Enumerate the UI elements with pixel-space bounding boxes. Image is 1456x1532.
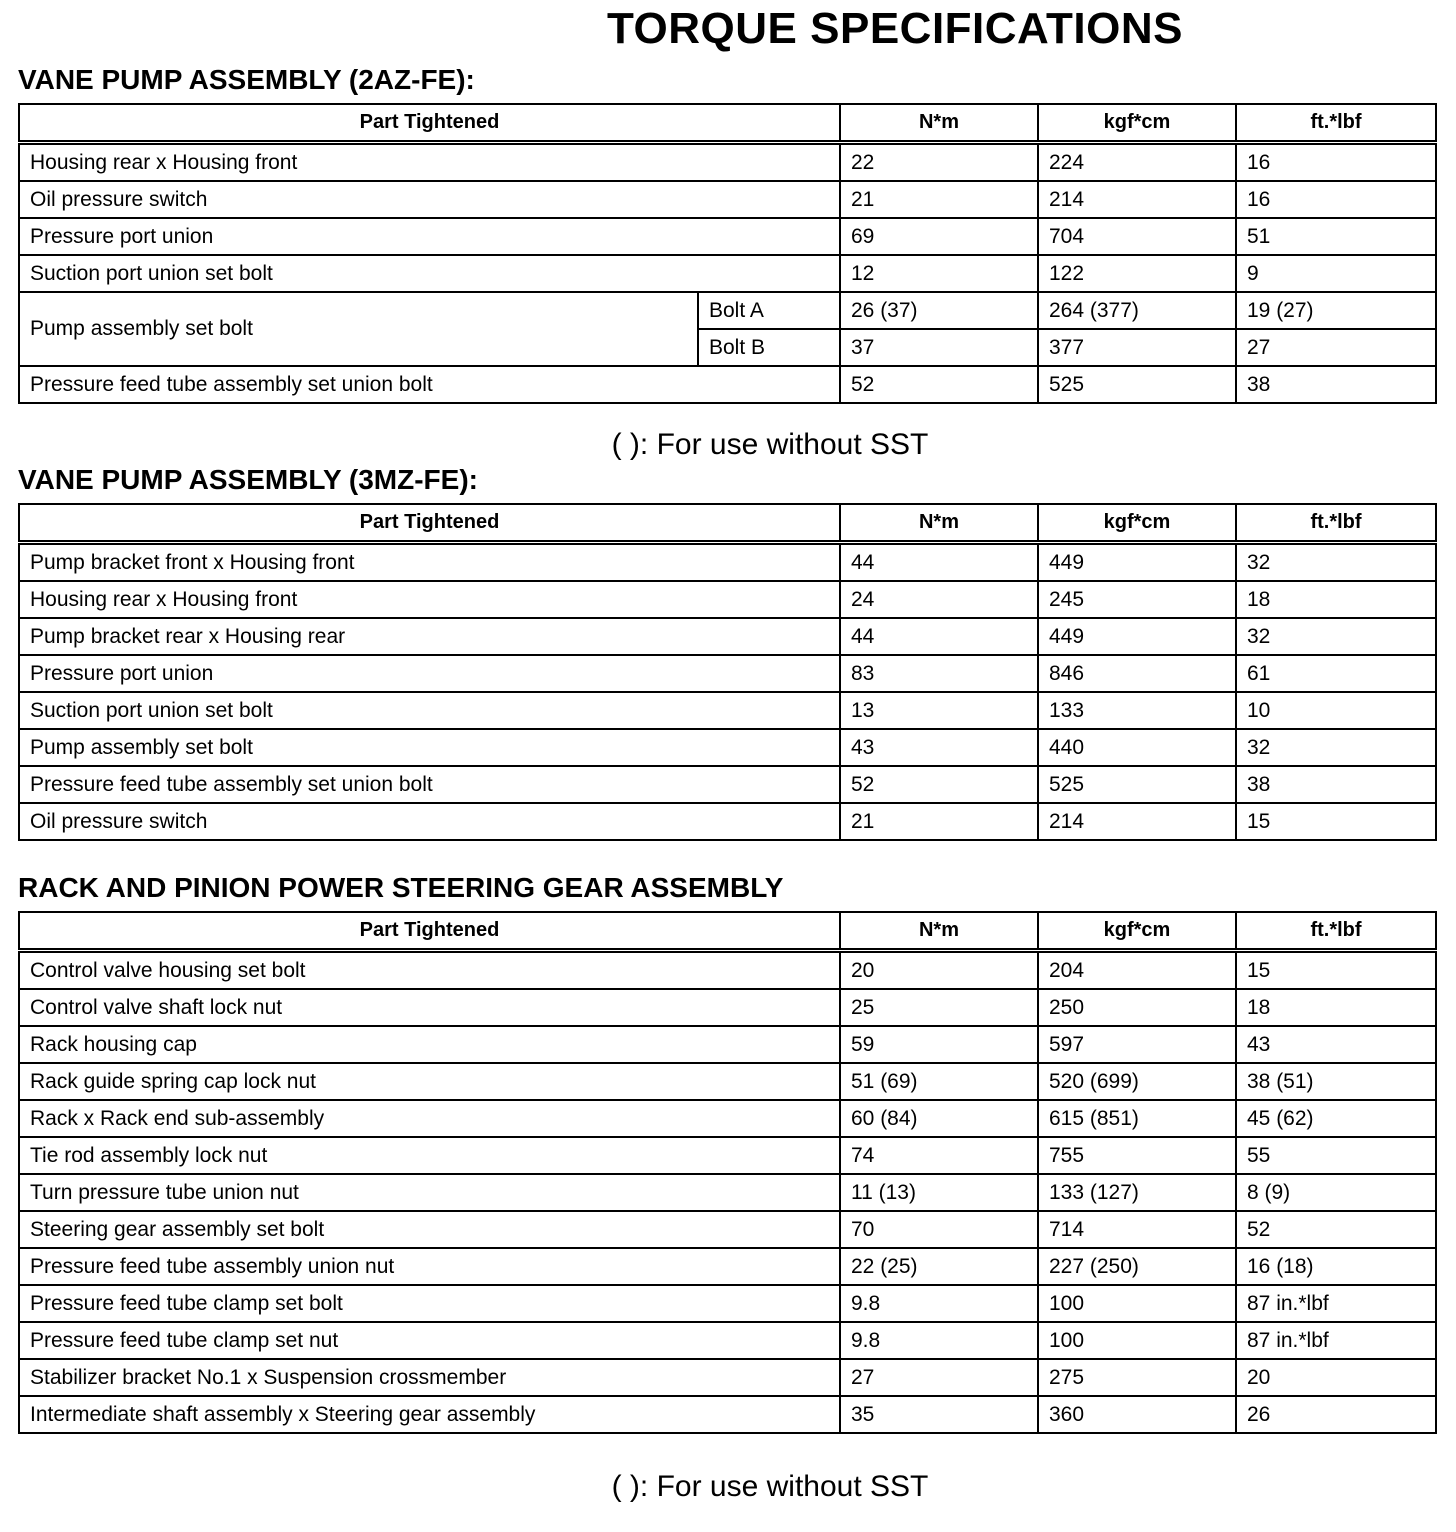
table-row [19, 181, 1436, 218]
cell-nm: 27 [840, 1359, 1038, 1396]
cell-kgfcm: 846 [1038, 655, 1236, 692]
cell-kgfcm: 704 [1038, 218, 1236, 255]
cell-kgfcm: 440 [1038, 729, 1236, 766]
cell-kgfcm: 360 [1038, 1396, 1236, 1433]
cell-nm: 43 [840, 729, 1038, 766]
cell-ftlbf: 45 (62) [1236, 1100, 1436, 1137]
cell-kgfcm: 755 [1038, 1137, 1236, 1174]
cell-ftlbf: 15 [1236, 951, 1436, 990]
cell-kgfcm: 525 [1038, 366, 1236, 403]
cell-ftlbf: 15 [1236, 803, 1436, 840]
cell-ftlbf: 9 [1236, 255, 1436, 292]
header-part-tightened: Part Tightened [19, 912, 840, 951]
cell-nm: 52 [840, 766, 1038, 803]
cell-ftlbf: 38 (51) [1236, 1063, 1436, 1100]
cell-part: Rack guide spring cap lock nut [19, 1063, 840, 1100]
header-ftlbf: ft.*lbf [1236, 104, 1436, 143]
table-row [19, 1100, 1436, 1137]
header-part-tightened: Part Tightened [19, 504, 840, 543]
cell-ftlbf: 16 [1236, 181, 1436, 218]
cell-nm: 70 [840, 1211, 1038, 1248]
cell-ftlbf: 32 [1236, 543, 1436, 582]
table-row [19, 692, 1436, 729]
cell-kgfcm: 204 [1038, 951, 1236, 990]
cell-ftlbf: 43 [1236, 1026, 1436, 1063]
section-heading-3mz-fe: VANE PUMP ASSEMBLY (3MZ-FE): [18, 464, 478, 495]
cell-ftlbf: 38 [1236, 766, 1436, 803]
cell-sub-label: Bolt A [698, 292, 840, 329]
table-row [19, 1248, 1436, 1285]
cell-part: Housing rear x Housing front [19, 581, 840, 618]
cell-kgfcm: 224 [1038, 143, 1236, 182]
cell-part: Suction port union set bolt [19, 692, 840, 729]
cell-part: Pressure port union [19, 655, 840, 692]
cell-nm: 12 [840, 255, 1038, 292]
cell-kgfcm: 714 [1038, 1211, 1236, 1248]
page-title: TORQUE SPECIFICATIONS [606, 4, 1184, 53]
cell-nm: 37 [840, 329, 1038, 366]
section-heading-steering-gear: RACK AND PINION POWER STEERING GEAR ASSEMBLY [18, 872, 784, 903]
table-row [19, 1137, 1436, 1174]
cell-nm: 74 [840, 1137, 1038, 1174]
cell-kgfcm: 615 (851) [1038, 1100, 1236, 1137]
cell-kgfcm: 100 [1038, 1285, 1236, 1322]
cell-kgfcm: 214 [1038, 181, 1236, 218]
cell-nm: 52 [840, 366, 1038, 403]
cell-kgfcm: 520 (699) [1038, 1063, 1236, 1100]
table-row [19, 366, 1436, 403]
cell-part: Stabilizer bracket No.1 x Suspension crossmember [19, 1359, 840, 1396]
cell-ftlbf: 27 [1236, 329, 1436, 366]
cell-ftlbf: 16 [1236, 143, 1436, 182]
cell-kgfcm: 227 (250) [1038, 1248, 1236, 1285]
cell-part: Intermediate shaft assembly x Steering gear assembly [19, 1396, 840, 1433]
cell-nm: 60 (84) [840, 1100, 1038, 1137]
cell-kgfcm: 133 (127) [1038, 1174, 1236, 1211]
cell-nm: 13 [840, 692, 1038, 729]
header-nm: N*m [840, 912, 1038, 951]
header-ftlbf: ft.*lbf [1236, 504, 1436, 543]
cell-ftlbf: 20 [1236, 1359, 1436, 1396]
cell-ftlbf: 18 [1236, 989, 1436, 1026]
table-row [19, 218, 1436, 255]
cell-nm: 25 [840, 989, 1038, 1026]
table-row [19, 1322, 1436, 1359]
cell-nm: 9.8 [840, 1322, 1038, 1359]
footnote-sst: ( ): For use without SST [611, 1470, 929, 1503]
table-row [19, 581, 1436, 618]
cell-sub-label: Bolt B [698, 329, 840, 366]
header-nm: N*m [840, 104, 1038, 143]
cell-kgfcm: 100 [1038, 1322, 1236, 1359]
cell-kgfcm: 525 [1038, 766, 1236, 803]
header-kgfcm: kgf*cm [1038, 912, 1236, 951]
cell-kgfcm: 214 [1038, 803, 1236, 840]
cell-nm: 20 [840, 951, 1038, 990]
cell-ftlbf: 26 [1236, 1396, 1436, 1433]
cell-kgfcm: 250 [1038, 989, 1236, 1026]
table-row [19, 1174, 1436, 1211]
cell-ftlbf: 61 [1236, 655, 1436, 692]
cell-kgfcm: 133 [1038, 692, 1236, 729]
footnote-sst: ( ): For use without SST [611, 428, 929, 461]
cell-part: Control valve shaft lock nut [19, 989, 840, 1026]
cell-kgfcm: 264 (377) [1038, 292, 1236, 329]
table-row [19, 543, 1436, 582]
cell-part: Pump bracket front x Housing front [19, 543, 840, 582]
cell-part: Control valve housing set bolt [19, 951, 840, 990]
table-row [19, 1396, 1436, 1433]
table-header-row [19, 104, 1436, 143]
table-header-row [19, 912, 1436, 951]
cell-part: Suction port union set bolt [19, 255, 840, 292]
cell-ftlbf: 87 in.*lbf [1236, 1285, 1436, 1322]
cell-kgfcm: 449 [1038, 543, 1236, 582]
cell-nm: 26 (37) [840, 292, 1038, 329]
cell-nm: 51 (69) [840, 1063, 1038, 1100]
header-ftlbf: ft.*lbf [1236, 912, 1436, 951]
cell-part: Oil pressure switch [19, 181, 840, 218]
cell-part: Rack housing cap [19, 1026, 840, 1063]
cell-kgfcm: 245 [1038, 581, 1236, 618]
cell-part: Housing rear x Housing front [19, 143, 840, 182]
cell-nm: 59 [840, 1026, 1038, 1063]
table-row [19, 655, 1436, 692]
cell-nm: 21 [840, 181, 1038, 218]
cell-nm: 24 [840, 581, 1038, 618]
cell-ftlbf: 38 [1236, 366, 1436, 403]
torque-table-3mz-fe [18, 503, 1437, 841]
cell-ftlbf: 55 [1236, 1137, 1436, 1174]
table-row [19, 1026, 1436, 1063]
table-row [19, 1211, 1436, 1248]
cell-part: Rack x Rack end sub-assembly [19, 1100, 840, 1137]
cell-kgfcm: 449 [1038, 618, 1236, 655]
cell-nm: 21 [840, 803, 1038, 840]
cell-kgfcm: 377 [1038, 329, 1236, 366]
table-row [19, 729, 1436, 766]
table-row [19, 1063, 1436, 1100]
cell-kgfcm: 275 [1038, 1359, 1236, 1396]
table-row [19, 951, 1436, 990]
cell-part: Pressure feed tube clamp set nut [19, 1322, 840, 1359]
cell-part: Pressure feed tube assembly set union bolt [19, 766, 840, 803]
cell-nm: 44 [840, 543, 1038, 582]
cell-nm: 35 [840, 1396, 1038, 1433]
cell-ftlbf: 32 [1236, 618, 1436, 655]
table-row [19, 766, 1436, 803]
table-row [19, 143, 1436, 182]
cell-part: Pressure port union [19, 218, 840, 255]
table-row [19, 1285, 1436, 1322]
table-row [19, 618, 1436, 655]
cell-nm: 22 (25) [840, 1248, 1038, 1285]
cell-part: Pump assembly set bolt [19, 292, 698, 366]
header-kgfcm: kgf*cm [1038, 504, 1236, 543]
cell-part: Pressure feed tube assembly union nut [19, 1248, 840, 1285]
torque-table-steering-gear [18, 911, 1437, 1434]
header-kgfcm: kgf*cm [1038, 104, 1236, 143]
cell-part: Pressure feed tube assembly set union bolt [19, 366, 840, 403]
cell-part: Steering gear assembly set bolt [19, 1211, 840, 1248]
cell-ftlbf: 10 [1236, 692, 1436, 729]
table-row [19, 803, 1436, 840]
cell-part: Tie rod assembly lock nut [19, 1137, 840, 1174]
cell-nm: 11 (13) [840, 1174, 1038, 1211]
cell-ftlbf: 18 [1236, 581, 1436, 618]
table-header-row [19, 504, 1436, 543]
header-nm: N*m [840, 504, 1038, 543]
cell-ftlbf: 16 (18) [1236, 1248, 1436, 1285]
cell-nm: 9.8 [840, 1285, 1038, 1322]
table-row [19, 1359, 1436, 1396]
cell-part: Turn pressure tube union nut [19, 1174, 840, 1211]
cell-part: Pressure feed tube clamp set bolt [19, 1285, 840, 1322]
cell-nm: 69 [840, 218, 1038, 255]
table-row [19, 989, 1436, 1026]
cell-part: Pump bracket rear x Housing rear [19, 618, 840, 655]
cell-ftlbf: 8 (9) [1236, 1174, 1436, 1211]
cell-part: Pump assembly set bolt [19, 729, 840, 766]
cell-ftlbf: 51 [1236, 218, 1436, 255]
cell-nm: 83 [840, 655, 1038, 692]
torque-table-2az-fe [18, 103, 1437, 404]
cell-ftlbf: 52 [1236, 1211, 1436, 1248]
section-heading-2az-fe: VANE PUMP ASSEMBLY (2AZ-FE): [18, 64, 475, 95]
cell-nm: 22 [840, 143, 1038, 182]
cell-ftlbf: 19 (27) [1236, 292, 1436, 329]
cell-part: Oil pressure switch [19, 803, 840, 840]
table-row [19, 255, 1436, 292]
table-row [19, 292, 1436, 329]
cell-nm: 44 [840, 618, 1038, 655]
header-part-tightened: Part Tightened [19, 104, 840, 143]
cell-kgfcm: 122 [1038, 255, 1236, 292]
cell-kgfcm: 597 [1038, 1026, 1236, 1063]
cell-ftlbf: 32 [1236, 729, 1436, 766]
cell-ftlbf: 87 in.*lbf [1236, 1322, 1436, 1359]
